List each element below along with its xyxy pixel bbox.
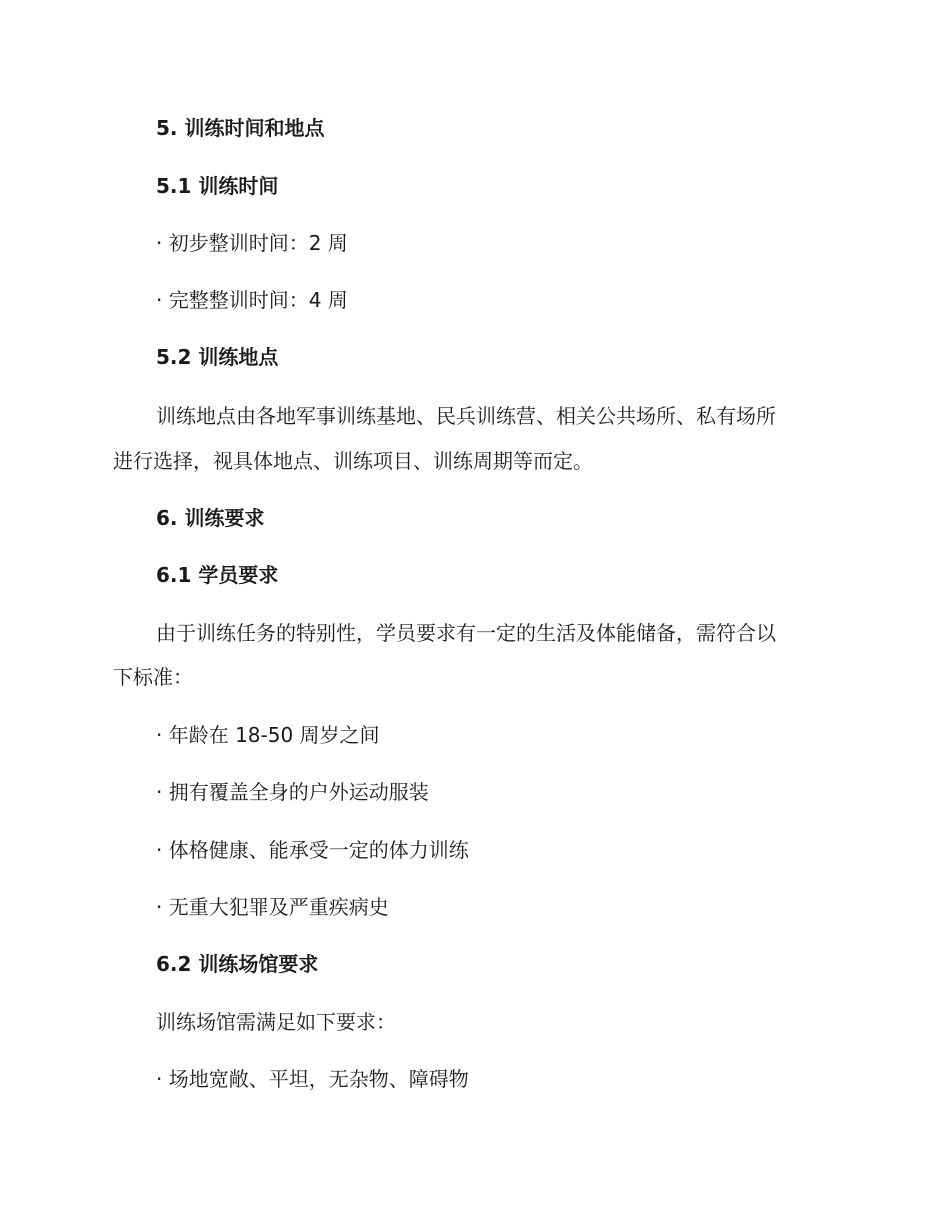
list-item: · 年龄在 18-50 周岁之间 [156,723,380,747]
list-item: · 拥有覆盖全身的户外运动服装 [156,780,429,804]
paragraph-line: 训练地点由各地军事训练基地、民兵训练营、相关公共场所、私有场所 [156,404,776,428]
paragraph-line: 下标准： [113,665,193,689]
paragraph-line: 进行选择，视具体地点、训练项目、训练周期等而定。 [113,449,593,473]
list-item: · 无重大犯罪及严重疾病史 [156,895,389,919]
section-6-1-heading: 6.1 学员要求 [156,563,279,587]
list-item: · 初步整训时间：2 周 [156,231,348,255]
section-5-heading: 5. 训练时间和地点 [156,116,325,140]
section-5-2-heading: 5.2 训练地点 [156,345,279,369]
paragraph-line: 训练场馆需满足如下要求： [156,1010,396,1034]
list-item: · 场地宽敞、平坦，无杂物、障碍物 [156,1067,469,1091]
section-6-2-heading: 6.2 训练场馆要求 [156,952,319,976]
section-6-heading: 6. 训练要求 [156,506,265,530]
paragraph-line: 由于训练任务的特别性，学员要求有一定的生活及体能储备，需符合以 [156,621,776,645]
list-item: · 完整整训时间：4 周 [156,288,348,312]
list-item: · 体格健康、能承受一定的体力训练 [156,838,469,862]
section-5-1-heading: 5.1 训练时间 [156,174,279,198]
